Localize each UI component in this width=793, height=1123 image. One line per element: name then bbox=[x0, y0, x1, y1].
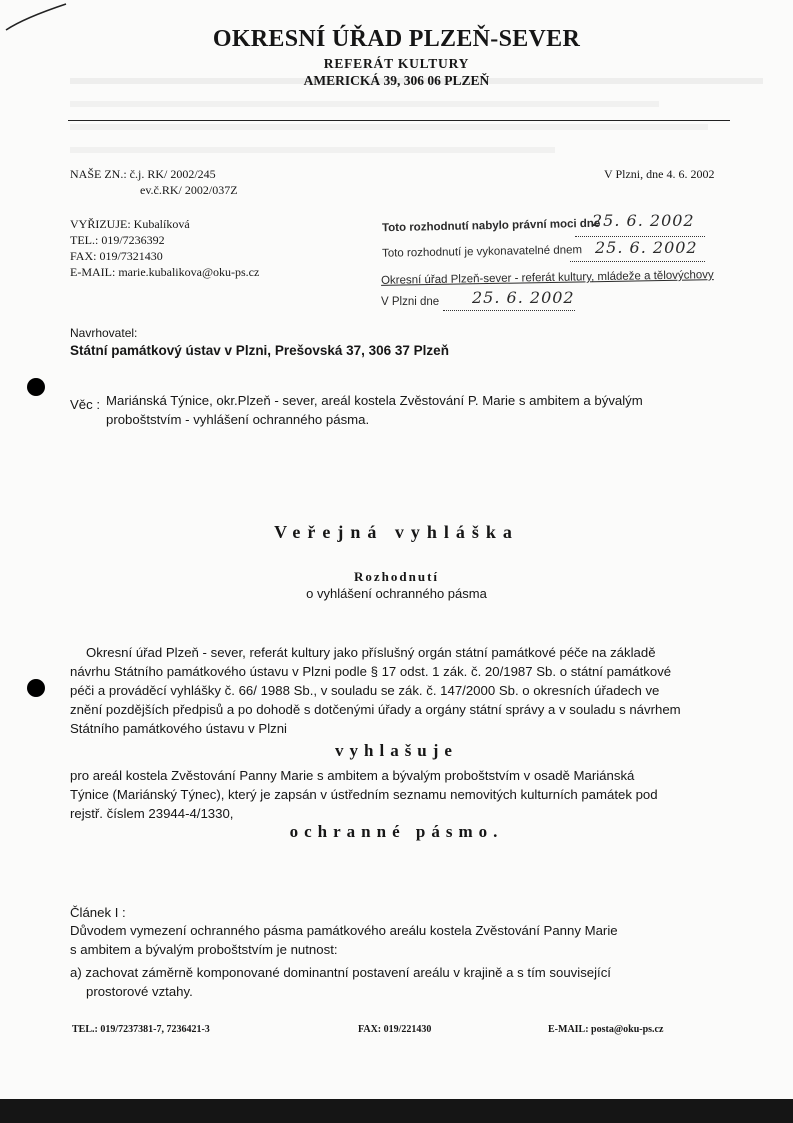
article-line: s ambitem a bývalým proboštstvím je nutnost: bbox=[70, 942, 338, 957]
reference-number: NAŠE ZN.: č.j. RK/ 2002/245 bbox=[70, 167, 216, 181]
subject-line-2: proboštstvím - vyhlášení ochranného pásma. bbox=[106, 412, 370, 427]
area-line: Týnice (Mariánský Týnec), který je zapsán v ústředním seznamu nemovitých kulturních památek pod bbox=[70, 787, 658, 802]
footer-email: E-MAIL: posta@oku-ps.cz bbox=[548, 1024, 664, 1035]
applicant-label: Navrhovatel: bbox=[70, 326, 138, 340]
stamp-dotted-line bbox=[443, 310, 575, 311]
area-line: pro areál kostela Zvěstování Panny Marie s ambitem a bývalým proboštstvím v osadě Mariánská bbox=[70, 768, 635, 783]
contact-email: E-MAIL: marie.kubalikova@oku-ps.cz bbox=[70, 265, 260, 279]
header-divider bbox=[68, 120, 730, 121]
article-line: Důvodem vymezení ochranného pásma památkového areálu kostela Zvěstování Panny Marie bbox=[70, 923, 618, 938]
protection-zone-heading: ochranné pásmo. bbox=[289, 822, 504, 841]
article-item-a: a) zachovat záměrně komponované dominantní postavení areálu v krajině a s tím související bbox=[70, 965, 611, 980]
public-notice-title: Veřejná vyhláška bbox=[274, 522, 519, 542]
office-title: OKRESNÍ ÚŘAD PLZEŇ-SEVER bbox=[212, 26, 581, 52]
stamp-dotted-line bbox=[575, 236, 705, 237]
contact-fax: FAX: 019/7321430 bbox=[70, 249, 163, 263]
stamp-date-place: 25. 6. 2002 bbox=[472, 288, 575, 307]
applicant-name: Státní památkový ústav v Plzni, Prešovská 37, 306 37 Plzeň bbox=[70, 343, 449, 358]
stamp-line-final: Toto rozhodnutí nabylo právní moci dne bbox=[381, 217, 601, 235]
footer-fax: FAX: 019/221430 bbox=[358, 1024, 432, 1035]
declares-heading: vyhlašuje bbox=[335, 741, 458, 760]
footer-tel: TEL.: 019/7237381-7, 7236421-3 bbox=[72, 1024, 210, 1035]
contact-tel: TEL.: 019/7236392 bbox=[70, 233, 165, 247]
stamp-line-authority: Okresní úřad Plzeň-sever - referát kultury, mládeže a tělovýchovy bbox=[380, 269, 714, 287]
decision-heading: Rozhodnutí bbox=[353, 569, 440, 584]
intro-line: péči a prováděcí vyhlášky č. 66/ 1988 Sb., v souladu se zák. č. 147/2000 Sb. o okresních úřadech ve bbox=[70, 683, 660, 698]
stamp-date-final: 25. 6. 2002 bbox=[592, 211, 695, 230]
subject-label: Věc : bbox=[70, 397, 101, 412]
intro-line: znění pozdějších předpisů a po dohodě s dotčenými úřady a orgány státní správy a v souladu s návrhem bbox=[70, 702, 681, 717]
stamp-date-enforceable: 25. 6. 2002 bbox=[595, 238, 698, 257]
intro-line: Státního památkového ústavu v Plzni bbox=[70, 721, 287, 736]
handled-by: VYŘIZUJE: Kubalíková bbox=[70, 217, 190, 231]
scan-edge-bar bbox=[0, 1099, 793, 1123]
intro-line: návrhu Státního památkového ústavu v Plzni podle § 17 odst. 1 zák. č. 20/1987 Sb. o státní památkové bbox=[70, 664, 672, 679]
decision-subheading: o vyhlášení ochranného pásma bbox=[306, 586, 487, 601]
office-address: AMERICKÁ 39, 306 06 PLZEŇ bbox=[303, 73, 490, 88]
punch-hole bbox=[27, 378, 45, 396]
stamp-line-place: V Plzni dne bbox=[381, 296, 440, 308]
subject-line-1: Mariánská Týnice, okr.Plzeň - sever, areál kostela Zvěstování P. Marie s ambitem a bývalým bbox=[106, 393, 643, 408]
stamp-line-enforceable: Toto rozhodnutí je vykonavatelné dnem bbox=[381, 244, 583, 260]
punch-hole bbox=[27, 679, 45, 697]
place-and-date: V Plzni, dne 4. 6. 2002 bbox=[604, 167, 715, 181]
department-name: REFERÁT KULTURY bbox=[323, 56, 470, 71]
evidence-number: ev.č.RK/ 2002/037Z bbox=[140, 183, 238, 197]
intro-line: Okresní úřad Plzeň - sever, referát kultury jako příslušný orgán státní památkové péče na základě bbox=[86, 645, 656, 660]
article-item-a-cont: prostorové vztahy. bbox=[86, 984, 193, 999]
area-line: rejstř. číslem 23944-4/1330, bbox=[70, 806, 234, 821]
stamp-dotted-line bbox=[570, 261, 705, 262]
article-title: Článek I : bbox=[70, 905, 126, 920]
